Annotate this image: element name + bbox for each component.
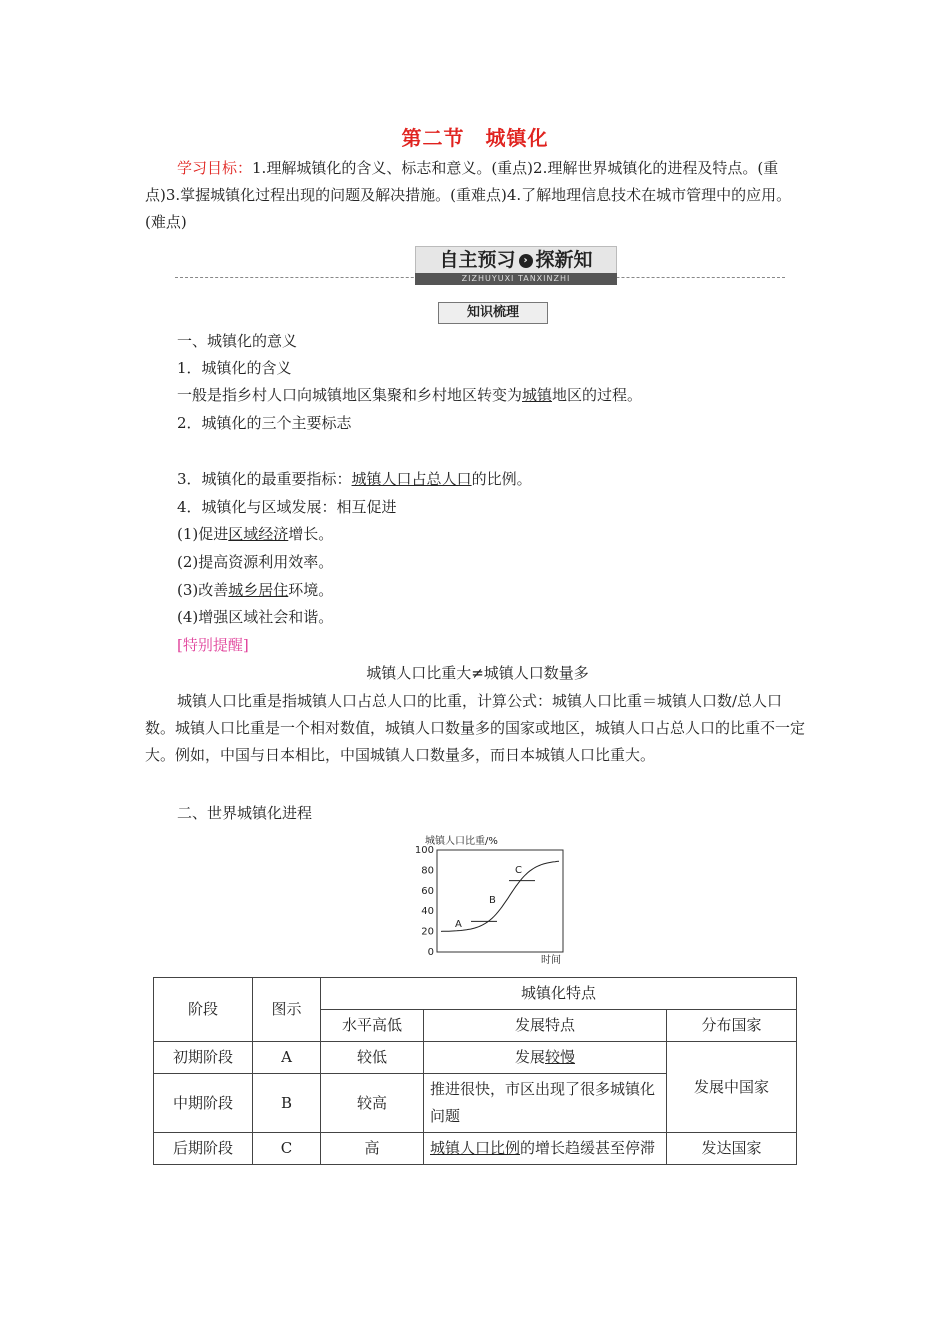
- stage-label: B: [489, 895, 496, 906]
- y-tick-label: 40: [421, 906, 434, 918]
- sub3-post: 环境。: [288, 581, 334, 599]
- section1-heading: 一、城镇化的意义: [177, 332, 298, 350]
- item1-pre: 一般是指乡村人口向城镇地区集聚和乡村地区转变为: [177, 386, 523, 404]
- cell-traits: [424, 1133, 667, 1165]
- item2-heading: 2．城镇化的三个主要标志: [177, 414, 352, 432]
- cell-figure: B: [253, 1074, 321, 1133]
- header-figure: 图示: [253, 978, 321, 1042]
- table-header-row: [154, 978, 797, 1010]
- table-row: [154, 1042, 797, 1074]
- traits-underline: 城镇人口比例: [430, 1139, 521, 1157]
- learning-goals: [145, 155, 810, 236]
- sub1-underline: 区域经济: [228, 525, 289, 543]
- urbanization-chart: [405, 830, 575, 970]
- x-axis-label: 时间: [541, 955, 561, 966]
- item1-text: [145, 382, 810, 409]
- item3-text: [145, 466, 810, 493]
- reminder-text: 城镇人口比重是指城镇人口占总人口的比重，计算公式：城镇人口比重＝城镇人口数/总人口数。城镇人口比重是一个相对数值，城镇人口数量多的国家或地区，城镇人口占总人口的比重不一定大。例如，中国与日本相比，中国城镇人口数量多，而日本城镇人口比重大。: [145, 692, 806, 764]
- chevron-right-icon: ›: [519, 254, 533, 268]
- sub2: (2)提高资源利用效率。: [177, 553, 334, 571]
- cell-countries-developing: 发展中国家: [667, 1042, 797, 1133]
- reminder-title: 城镇人口比重大≠城镇人口数量多: [366, 664, 589, 682]
- banner-subtitle: ZIZHUYUXI TANXINZHI: [415, 273, 617, 285]
- traits-pre: 发展: [514, 1048, 545, 1066]
- header-level: 水平高低: [321, 1010, 424, 1042]
- item3-post: 的比例。: [471, 470, 532, 488]
- y-tick-label: 20: [421, 926, 434, 938]
- cell-figure: A: [253, 1042, 321, 1074]
- page-title: 第二节 城镇化: [401, 126, 549, 150]
- item4-heading: 4．城镇化与区域发展：相互促进: [177, 498, 397, 516]
- header-countries: 分布国家: [667, 1010, 797, 1042]
- sub1: [145, 521, 810, 548]
- traits-underline: 较慢: [545, 1048, 576, 1066]
- item1-heading: 1．城镇化的含义: [177, 359, 292, 377]
- knowledge-tag: 知识梳理: [438, 302, 548, 324]
- cell-stage: 初期阶段: [154, 1042, 253, 1074]
- cell-level: 较高: [321, 1074, 424, 1133]
- table-row: [154, 1133, 797, 1165]
- stage-label: A: [455, 919, 462, 930]
- stage-label: C: [515, 865, 522, 876]
- item3-underline: 城镇人口占总人口: [351, 470, 472, 488]
- cell-figure: C: [253, 1133, 321, 1165]
- section2-heading: 二、世界城镇化进程: [177, 804, 313, 822]
- sub4: (4)增强区域社会和谐。: [177, 608, 334, 626]
- header-features: 城镇化特点: [321, 978, 797, 1010]
- cell-stage: 中期阶段: [154, 1074, 253, 1133]
- y-axis-label: 城镇人口比重/%: [425, 836, 498, 847]
- y-tick-label: 60: [421, 885, 434, 897]
- banner-text-2: 探新知: [535, 249, 593, 271]
- plot-frame: [437, 850, 563, 952]
- item1-underline: 城镇: [522, 386, 553, 404]
- reminder-label: [特别提醒]: [177, 636, 249, 654]
- banner-text-1: 自主预习: [439, 249, 516, 271]
- traits-post: 的增长趋缓甚至停滞: [520, 1139, 656, 1157]
- y-tick-label: 100: [414, 845, 434, 856]
- goals-text: 1.理解城镇化的含义、标志和意义。(重点)2.理解世界城镇化的进程及特点。(重点)3.掌握城镇化过程出现的问题及解决措施。(重难点)4.了解地理信息技术在城市管理中的应用。(难点): [145, 159, 792, 231]
- cell-traits: [424, 1042, 667, 1074]
- cell-stage: 后期阶段: [154, 1133, 253, 1165]
- sub3-underline: 城乡居住: [228, 581, 289, 599]
- cell-countries-developed: 发达国家: [667, 1133, 797, 1165]
- sub3-pre: (3)改善: [177, 581, 229, 599]
- cell-traits: 推进很快，市区出现了很多城镇化问题: [424, 1074, 667, 1133]
- y-tick-label: 80: [421, 865, 434, 877]
- cell-level: 高: [321, 1133, 424, 1165]
- banner-title: [415, 246, 617, 274]
- item1-post: 地区的过程。: [552, 386, 643, 404]
- y-tick-label: 0: [427, 947, 434, 958]
- cell-level: 较低: [321, 1042, 424, 1074]
- stage-table: [153, 977, 797, 1165]
- sub1-post: 增长。: [288, 525, 334, 543]
- goals-label: 学习目标：: [177, 159, 253, 177]
- header-stage: 阶段: [154, 978, 253, 1042]
- item3-pre: 3．城镇化的最重要指标：: [177, 470, 352, 488]
- sub1-pre: (1)促进: [177, 525, 229, 543]
- header-traits: 发展特点: [424, 1010, 667, 1042]
- section-banner: [175, 244, 785, 290]
- sub3: [145, 577, 810, 604]
